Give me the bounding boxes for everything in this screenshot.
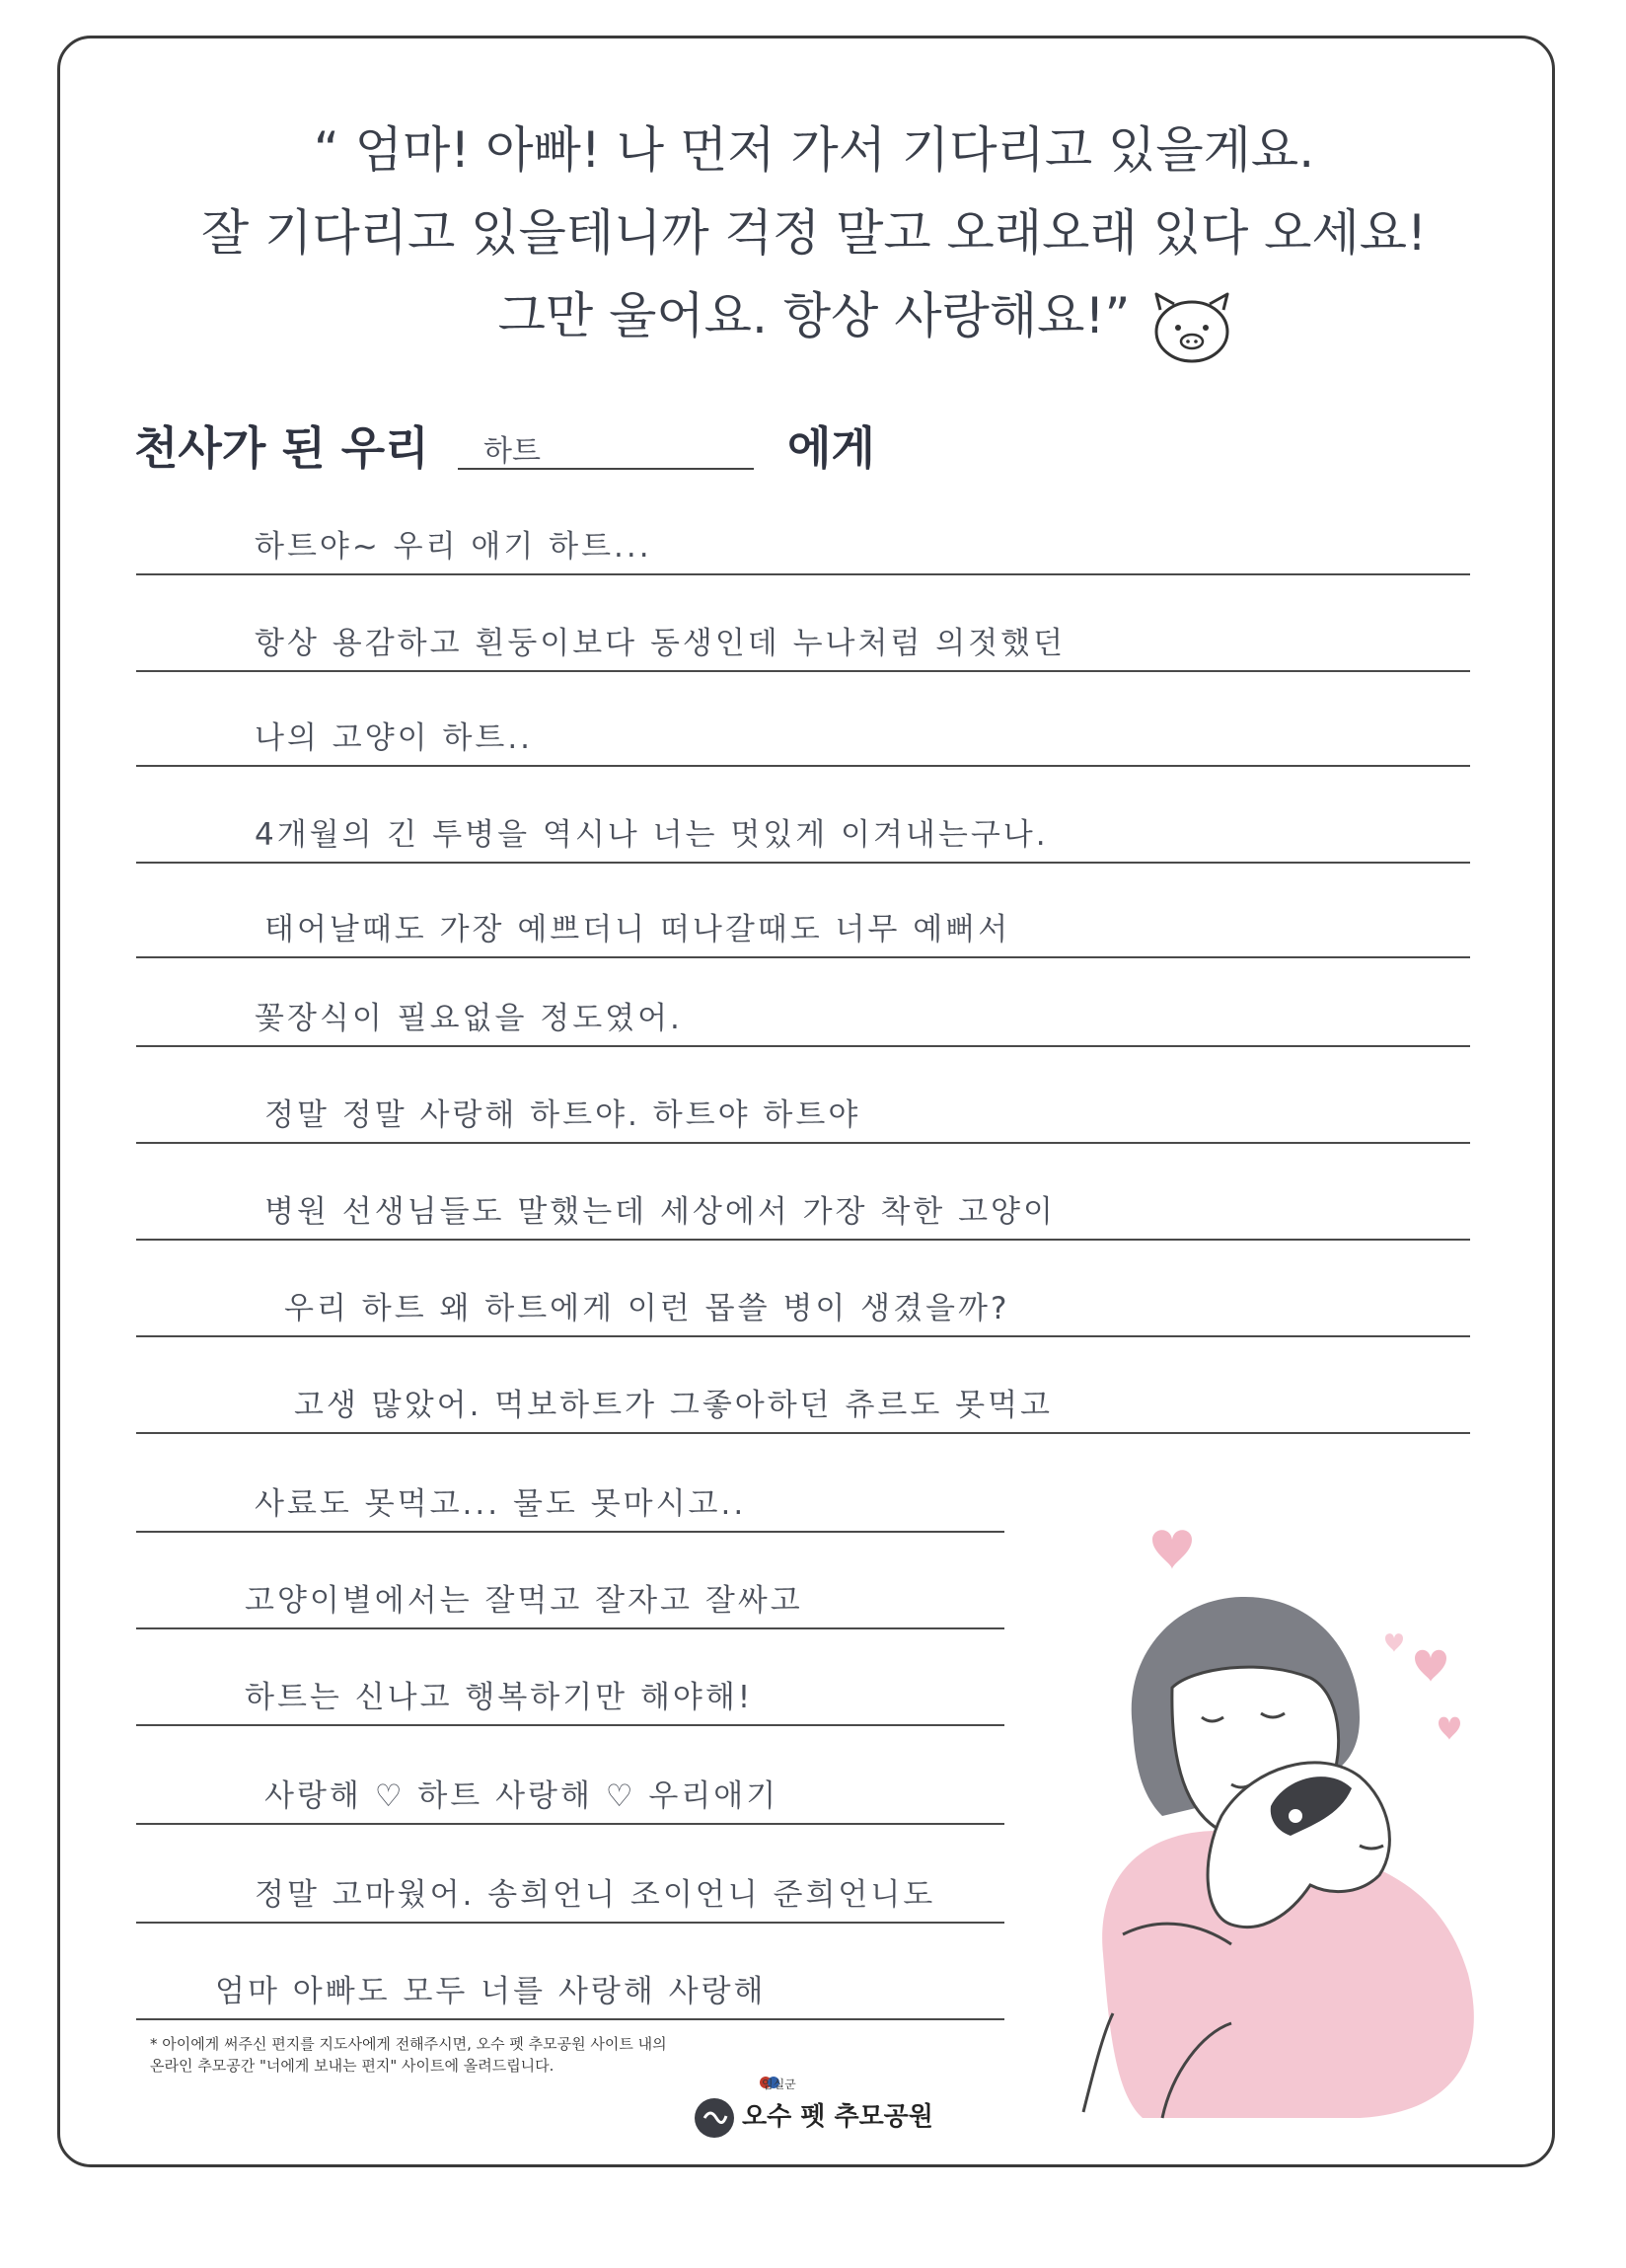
letter-line-text: 엄마 아빠도 모두 너를 사랑해 사랑해 — [215, 1974, 767, 2009]
letter-line-text: 하트야~ 우리 애기 하트... — [255, 529, 652, 565]
heart-icon — [1385, 1633, 1403, 1652]
footnote — [150, 2033, 667, 2077]
letter-line-text: 사랑해 ♡ 하트 사랑해 ♡ 우리애기 — [264, 1778, 779, 1814]
greeting-prefix: 천사가 된 우리 — [134, 421, 429, 475]
letter-line — [136, 720, 1470, 767]
letter-line-text: 정말 정말 사랑해 하트야. 하트야 하트야 — [264, 1097, 861, 1133]
greeting-suffix: 에게 — [787, 421, 875, 475]
footnote-line-1: * 아이에게 써주신 편지를 지도사에게 전해주시면, 오수 펫 추모공원 사이트 내의 — [150, 2035, 667, 2053]
name-underline — [458, 468, 754, 470]
footnote-line-2: 온라인 추모공간 "너에게 보내는 편지" 사이트에 올려드립니다. — [150, 2057, 554, 2075]
heart-icon — [1152, 1530, 1192, 1569]
letter-line — [136, 1778, 1004, 1825]
letter-line-text: 병원 선생님들도 말했는데 세상에서 가장 착한 고양이 — [264, 1194, 1056, 1230]
letter-line-text: 꽃장식이 필요없을 정도였어. — [255, 1001, 683, 1036]
letter-line — [136, 1097, 1470, 1144]
quote-line-1: “ 엄마! 아빠! 나 먼저 가서 기다리고 있을게요. — [313, 121, 1315, 179]
logo-county-label: 임실군 — [762, 2078, 796, 2091]
letter-line-text: 우리 하트 왜 하트에게 이런 몹쓸 병이 생겼을까? — [284, 1291, 1010, 1326]
letter-line — [136, 1291, 1470, 1337]
letter-line-text: 고양이별에서는 잘먹고 잘자고 잘싸고 — [245, 1583, 803, 1619]
letter-line — [136, 817, 1470, 864]
letter-line — [136, 1486, 1004, 1533]
letter-line — [136, 626, 1470, 672]
heart-icon — [1415, 1650, 1446, 1682]
letter-line-text: 4개월의 긴 투병을 역시나 너는 멋있게 이겨내는구나. — [255, 817, 1049, 853]
letter-line-text: 태어날때도 가장 예쁘더니 떠나갈때도 너무 예뻐서 — [264, 912, 1011, 947]
letter-line-text: 고생 많았어. 먹보하트가 그좋아하던 츄르도 못먹고 — [294, 1388, 1053, 1423]
letter-line-text: 사료도 못먹고... 물도 못마시고.. — [255, 1486, 747, 1522]
letter-line-text: 나의 고양이 하트.. — [255, 720, 534, 756]
letter-line — [136, 1388, 1470, 1434]
letter-line — [136, 1194, 1470, 1241]
quote-line-2: 잘 기다리고 있을테니까 걱정 말고 오래오래 있다 오세요! — [200, 204, 1428, 262]
pig-face-icon — [1150, 290, 1233, 365]
letter-line — [136, 912, 1470, 958]
girl-hugging-dog-illustration — [1064, 1520, 1488, 2122]
pet-name: 하트 — [483, 434, 541, 469]
heart-icon — [1439, 1717, 1460, 1740]
header-quote — [118, 109, 1510, 357]
letter-line-text: 항상 용감하고 흰둥이보다 동생인데 누나처럼 의젓했던 — [255, 626, 1067, 661]
logo-name: 오수 펫 추모공원 — [742, 2102, 933, 2132]
letter-line-text: 정말 고마웠어. 송희언니 조이언니 준희언니도 — [255, 1877, 936, 1913]
letter-line — [136, 1001, 1470, 1047]
letter-line — [136, 529, 1470, 575]
letter-line — [136, 1877, 1004, 1924]
letter-line — [136, 1680, 1004, 1726]
letter-line — [136, 1974, 1004, 2020]
quote-line-3: 그만 울어요. 항상 사랑해요!” — [497, 287, 1131, 344]
letter-line-text: 하트는 신나고 행복하기만 해야해! — [245, 1680, 754, 1715]
letter-line — [136, 1583, 1004, 1629]
